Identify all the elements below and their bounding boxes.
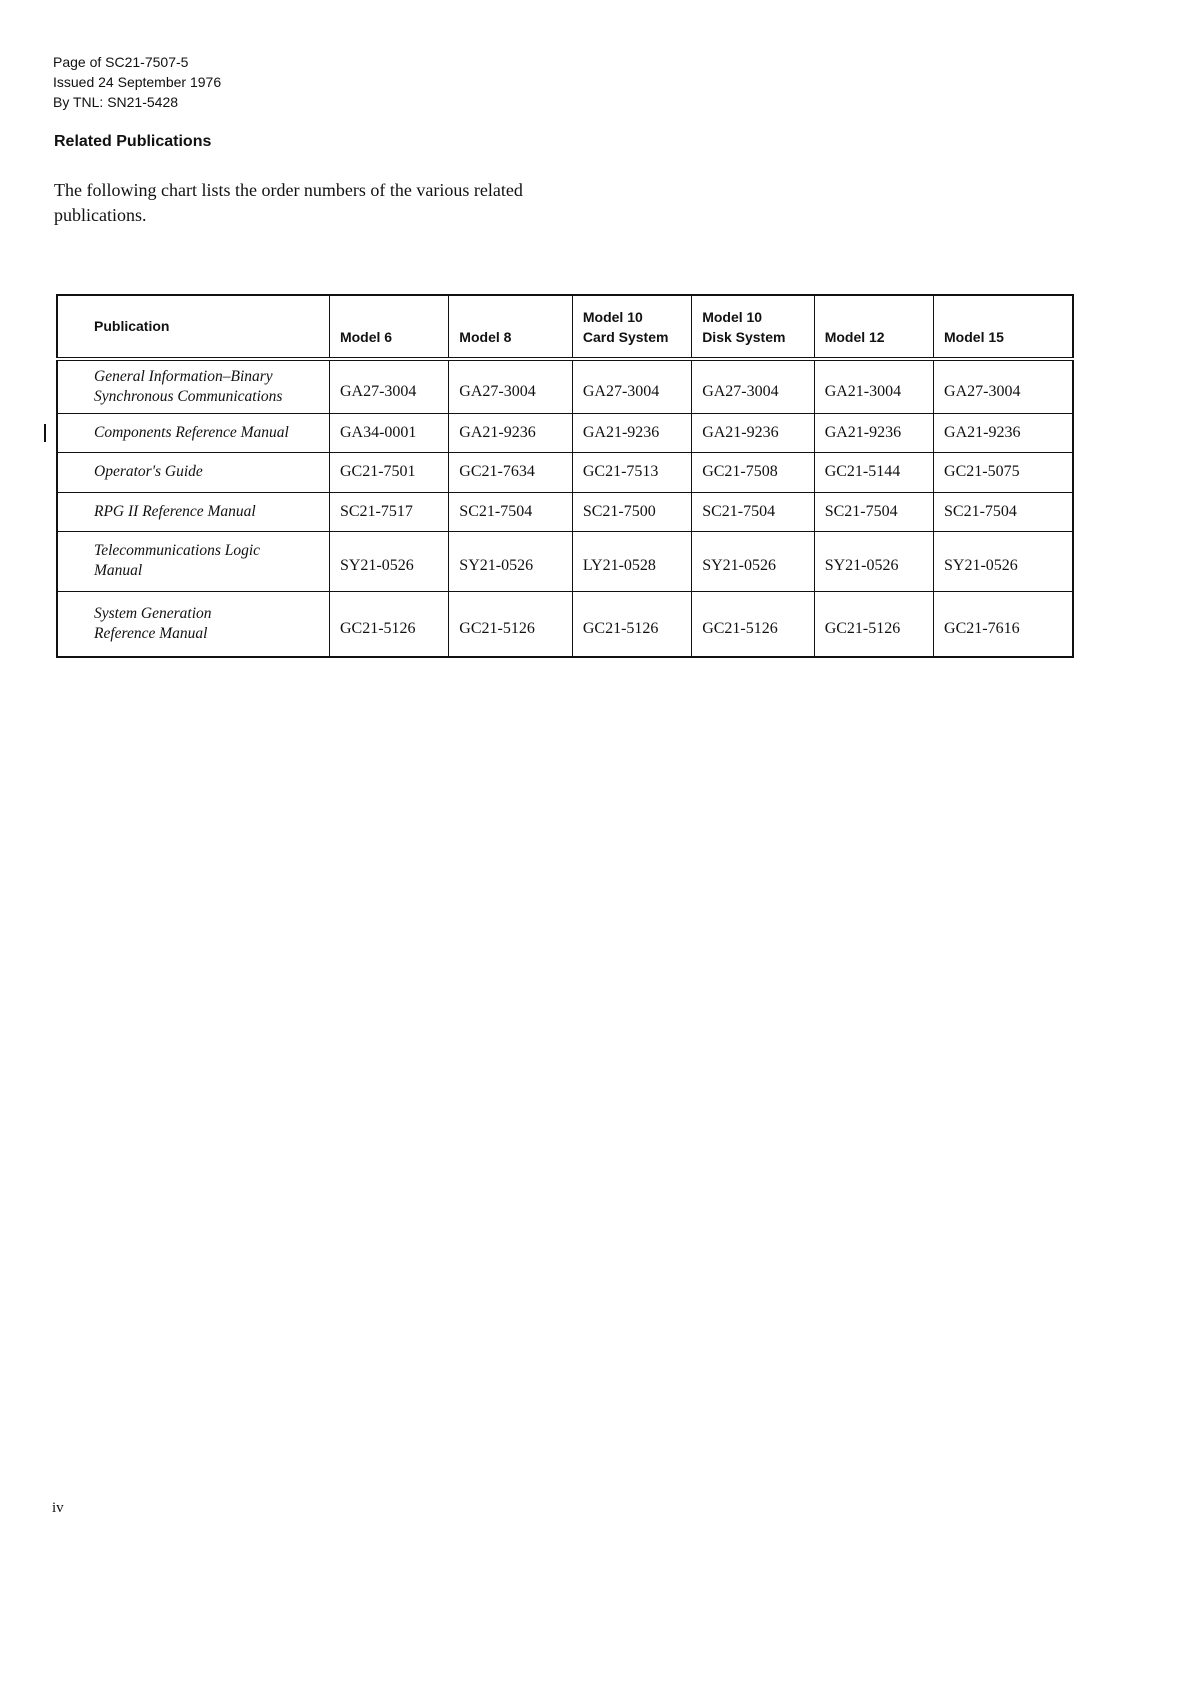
header-model-8: Model 8 xyxy=(449,295,573,359)
publications-table xyxy=(56,294,1074,658)
publication-name-line1: System Generation xyxy=(94,604,212,622)
order-number: GA21-9236 xyxy=(449,413,573,452)
intro-paragraph: The following chart lists the order numbers of the various related publications. xyxy=(54,180,523,225)
publication-name-line2: Reference Manual xyxy=(94,624,208,642)
order-number: GC21-5075 xyxy=(934,452,1073,492)
header-model-10-disk xyxy=(692,295,815,359)
order-number: GA21-9236 xyxy=(934,413,1073,452)
publication-name-line1: Telecommunications Logic xyxy=(94,542,261,559)
order-number: GC21-7508 xyxy=(692,452,815,492)
table-row xyxy=(57,413,1073,452)
header-model-6: Model 6 xyxy=(329,295,448,359)
order-number: GA21-9236 xyxy=(572,413,691,452)
order-number: GC21-5126 xyxy=(329,591,448,657)
order-number: GC21-5126 xyxy=(449,591,573,657)
order-number: GA34-0001 xyxy=(329,413,448,452)
header-model-10-card xyxy=(572,295,691,359)
order-number: SC21-7500 xyxy=(572,492,691,531)
publication-name: Operator's Guide xyxy=(57,452,329,492)
table-row xyxy=(57,452,1073,492)
section-heading: Related Publications xyxy=(54,133,212,150)
revision-bar xyxy=(44,424,46,442)
table-row xyxy=(57,531,1073,591)
order-number: GA27-3004 xyxy=(572,359,691,413)
order-number: SC21-7504 xyxy=(449,492,573,531)
order-number: GC21-7501 xyxy=(329,452,448,492)
order-number: SC21-7504 xyxy=(934,492,1073,531)
order-number: SY21-0526 xyxy=(449,531,573,591)
publication-name-line1: General Information–Binary xyxy=(94,367,273,385)
order-number: GA27-3004 xyxy=(934,359,1073,413)
order-number: GA21-3004 xyxy=(814,359,933,413)
publication-name: Components Reference Manual xyxy=(57,413,329,452)
table-row xyxy=(57,591,1073,657)
publication-name xyxy=(57,531,329,591)
header-model-10-disk-line1: Model 10 xyxy=(702,309,763,325)
publication-name-line2: Synchronous Communications xyxy=(94,387,283,405)
order-number: GC21-7634 xyxy=(449,452,573,492)
table-header-row xyxy=(57,295,1073,359)
tnl-line: By TNL: SN21-5428 xyxy=(53,94,179,110)
order-number: GA27-3004 xyxy=(692,359,815,413)
order-number: SY21-0526 xyxy=(934,531,1073,591)
order-number: GC21-7513 xyxy=(572,452,691,492)
header-model-10-card-line1: Model 10 xyxy=(582,309,643,325)
publication-name xyxy=(57,591,329,657)
order-number: GA21-9236 xyxy=(692,413,815,452)
order-number: SC21-7517 xyxy=(329,492,448,531)
page-number: iv xyxy=(52,1500,64,1516)
order-number: SC21-7504 xyxy=(692,492,815,531)
order-number: GC21-5126 xyxy=(692,591,815,657)
order-number: GC21-5126 xyxy=(572,591,691,657)
page-of-line: Page of SC21-7507-5 xyxy=(53,54,189,70)
order-number: GA21-9236 xyxy=(814,413,933,452)
header-publication: Publication xyxy=(57,295,329,359)
order-number: GA27-3004 xyxy=(449,359,573,413)
order-number: SY21-0526 xyxy=(814,531,933,591)
order-number: SY21-0526 xyxy=(329,531,448,591)
publication-name xyxy=(57,359,329,413)
order-number: SY21-0526 xyxy=(692,531,815,591)
header-model-10-card-line2: Card System xyxy=(582,329,669,345)
table-row xyxy=(57,492,1073,531)
table-row xyxy=(57,359,1073,413)
order-number: GC21-7616 xyxy=(934,591,1073,657)
issued-date-line: Issued 24 September 1976 xyxy=(53,74,222,90)
order-number: GC21-5126 xyxy=(814,591,933,657)
order-number: LY21-0528 xyxy=(572,531,691,591)
order-number: GC21-5144 xyxy=(814,452,933,492)
document-header xyxy=(53,52,221,112)
publication-name: RPG II Reference Manual xyxy=(57,492,329,531)
publication-name-line2: Manual xyxy=(94,562,143,579)
header-model-10-disk-line2: Disk System xyxy=(702,329,786,345)
order-number: GA27-3004 xyxy=(329,359,448,413)
header-model-12: Model 12 xyxy=(814,295,933,359)
order-number: SC21-7504 xyxy=(814,492,933,531)
header-model-15: Model 15 xyxy=(934,295,1073,359)
